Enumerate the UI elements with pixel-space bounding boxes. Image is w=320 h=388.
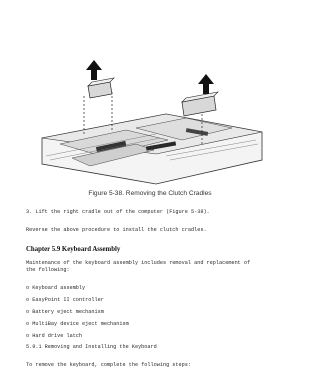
step-3-text: 3. Lift the right cradle out of the computer (Figure 5-38). [26, 209, 210, 215]
clutch-cradle-figure [36, 60, 266, 186]
reverse-procedure-text: Reverse the above procedure to install the clutch cradles. [26, 227, 207, 233]
intro-line-2: the following: [26, 267, 70, 273]
right-up-arrow-icon [198, 74, 214, 94]
left-up-arrow-icon [86, 60, 102, 80]
chapter-heading: Chapter 5.9 Keyboard Assembly [26, 246, 121, 253]
intro-line-1: Maintenance of the keyboard assembly includes removal and replacement of [26, 260, 251, 266]
list-item: o Battery eject mechanism [26, 309, 104, 315]
list-item: o MultiBay device eject mechanism [26, 321, 129, 327]
subsection-heading: 5.9.1 Removing and Installing the Keyboard [26, 344, 157, 350]
closing-text: To remove the keyboard, complete the following steps: [26, 362, 191, 368]
figure-caption: Figure 5-38. Removing the Clutch Cradles [88, 190, 212, 197]
laptop-illustration [36, 60, 266, 186]
list-item: o EasyPoint II controller [26, 297, 104, 303]
list-item: o Keyboard assembly [26, 285, 86, 291]
list-item: o Hard drive latch [26, 333, 83, 339]
